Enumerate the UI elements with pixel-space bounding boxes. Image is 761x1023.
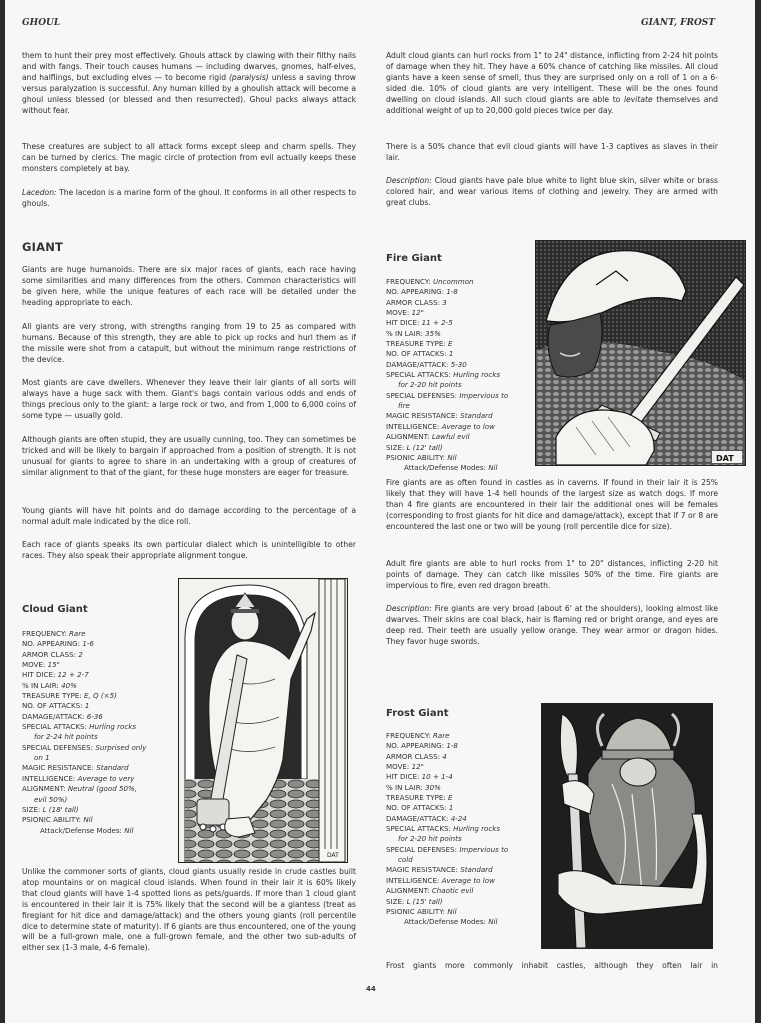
giant-paragraph-6: Each race of giants speaks its own particular dialect which is unintelligible to other races. They also speak their appropriate alignment tongue. bbox=[22, 540, 356, 560]
stat-row: % IN LAIR: 30% bbox=[386, 782, 441, 792]
stat-row: NO. APPEARING: 1-6 bbox=[22, 639, 94, 649]
fire-giant-lair-paragraph: Fire giants are as often found in castles as in caverns. If found in their lair it is 25% likely that they will have 1-4 hell hounds of the largest size as watch dogs. If more than 4 fire giants are encountered in their lair the additional ones will be females (corresponding to frost giants for hit dice and damage/attack), except that if 7 or 8 are encountered the last one or two will be young (roll percentile dice for size). bbox=[386, 478, 718, 531]
stat-row: Attack/Defense Modes: Nil bbox=[40, 825, 134, 835]
svg-text:DAT: DAT bbox=[716, 454, 734, 463]
stat-row: SPECIAL ATTACKS: Hurling rocks bbox=[22, 722, 137, 732]
giant-paragraph-1: Giants are huge humanoids. There are six major races of giants, each race having some similarities and many differences from the others. Common characteristics will be given here, while the unique features of each race will be detailed under the heading appropriate to each. bbox=[22, 265, 356, 307]
stat-row-continuation: for 2-20 hit points bbox=[398, 380, 462, 390]
giant-paragraph-5: Young giants will have hit points and do damage according to the percentage of a normal adult male indicated by the dice roll. bbox=[22, 506, 356, 526]
stat-row: TREASURE TYPE: E bbox=[386, 793, 453, 803]
stat-row: SPECIAL DEFENSES: Surprised only bbox=[22, 742, 147, 752]
cloud-giant-lair-paragraph: Unlike the commoner sorts of giants, cloud giants usually reside in crude castles built atop mountains or on magical cloud islands. When found in their lair it is 60% likely that cloud giants will have 1-4 spotted lions as pets/guards. If more than 1 cloud giant is encountered in their lair it is 75% likely that the second will be a giantess (treat as firegiant for hit dice and damage/attack) and the others young giants (roll percentile dice to determine state of maturity). If 6 giants are thus encountered, one of the young will be a full-grown male, one a full-grown female, and the other two sub-adults of either sex (1-3 male, 4-6 female). bbox=[22, 867, 356, 953]
stat-row: SPECIAL DEFENSES: Impervious to bbox=[386, 390, 509, 400]
stat-row: INTELLIGENCE: Average to very bbox=[22, 773, 135, 783]
stat-row: MAGIC RESISTANCE: Standard bbox=[386, 411, 493, 421]
fire-giant-stat-block bbox=[386, 277, 541, 474]
cloud-giant-captives-paragraph: There is a 50% chance that evil cloud giants will have 1-3 captives as slaves in their lair. bbox=[386, 142, 718, 162]
stat-row: ARMOR CLASS: 3 bbox=[386, 297, 447, 307]
stat-row: ALIGNMENT: Chaotic evil bbox=[386, 886, 474, 896]
stat-row: SPECIAL ATTACKS: Hurling rocks bbox=[386, 824, 501, 834]
cloud-giant-heading: Cloud Giant bbox=[22, 604, 88, 615]
stat-row: % IN LAIR: 40% bbox=[22, 680, 77, 690]
page-number: 44 bbox=[366, 985, 376, 993]
running-header-right: GIANT, FROST bbox=[641, 18, 715, 28]
stat-row: SPECIAL DEFENSES: Impervious to bbox=[386, 844, 509, 854]
stat-row: NO. OF ATTACKS: 1 bbox=[386, 349, 454, 359]
stat-row: HIT DICE: 12 + 2-7 bbox=[22, 670, 89, 680]
stat-row: HIT DICE: 11 + 2-5 bbox=[386, 318, 453, 328]
frost-giant-stat-block bbox=[386, 731, 541, 928]
ghoul-lacedon-paragraph: Lacedon: The lacedon is a marine form of the ghoul. It conforms in all other respects to ghouls. bbox=[22, 188, 356, 208]
stat-row: FREQUENCY: Rare bbox=[386, 731, 450, 740]
stat-row: SIZE: L (12' tall) bbox=[386, 442, 443, 452]
stat-row: NO. APPEARING: 1-8 bbox=[386, 287, 458, 297]
stat-row: MOVE: 12" bbox=[386, 762, 424, 772]
stat-row: SIZE: L (18' tall) bbox=[22, 804, 79, 814]
frost-giant-castles-paragraph: Frost giants more commonly inhabit castles, although they often lair in bbox=[386, 961, 718, 970]
stat-row: Attack/Defense Modes: Nil bbox=[404, 917, 498, 927]
stat-row: NO. OF ATTACKS: 1 bbox=[386, 803, 454, 813]
fire-giant-heading: Fire Giant bbox=[386, 253, 442, 264]
stat-row: ARMOR CLASS: 2 bbox=[22, 649, 83, 659]
stat-row: TREASURE TYPE: E, Q (×5) bbox=[22, 691, 117, 701]
stat-row-continuation: for 2-24 hit points bbox=[34, 732, 98, 742]
fire-giant-illustration bbox=[535, 240, 746, 466]
ghoul-paragraph-1: them to hunt their prey most effectively. Ghouls attack by clawing with their filthy nails and with fangs. Their touch causes humans — including dwarves, gnomes, half-elves, and halflings, but excluding elves — to become rigid (paralysis) unless a saving throw versus paralyzation is successful. Any human killed by a ghoulish attack will become a ghoul unless blessed (or blessed and then resurrected). Ghoul packs always attack without fear. bbox=[22, 51, 357, 115]
stat-row: MAGIC RESISTANCE: Standard bbox=[386, 865, 493, 875]
stat-row: NO. OF ATTACKS: 1 bbox=[22, 701, 90, 711]
stat-row: % IN LAIR: 35% bbox=[386, 328, 441, 338]
stat-row: MAGIC RESISTANCE: Standard bbox=[22, 763, 129, 773]
stat-row: INTELLIGENCE: Average to low bbox=[386, 421, 495, 431]
running-header-left: GHOUL bbox=[22, 18, 61, 28]
stat-row: PSIONIC ABILITY: Nil bbox=[22, 815, 93, 825]
cloud-giant-description: Description: Cloud giants have pale blue white to light blue skin, silver white or brass colored hair, and wear various items of clothing and jewelry. They are armed with great clubs. bbox=[386, 176, 718, 207]
stat-row: ALIGNMENT: Neutral (good 50%, bbox=[22, 784, 137, 794]
stat-row: PSIONIC ABILITY: Nil bbox=[386, 452, 457, 462]
cloud-giant-art-icon bbox=[179, 579, 347, 862]
frost-giant-heading: Frost Giant bbox=[386, 708, 449, 719]
stat-row-continuation: cold bbox=[398, 855, 413, 865]
document-page bbox=[5, 0, 755, 1023]
stat-row: ALIGNMENT: Lawful evil bbox=[386, 432, 470, 442]
stat-row: DAMAGE/ATTACK: 5-30 bbox=[386, 359, 467, 369]
stat-row-continuation: fire bbox=[398, 401, 410, 411]
giant-paragraph-3: Most giants are cave dwellers. Whenever they leave their lair giants of all sorts will always have a huge sack with them. Giant's bags contain various odds and ends of things precious only to the giant: a large rock or two, and from 1,000 to 6,000 coins of some type — usually gold. bbox=[22, 378, 356, 420]
cloud-giant-rocks-paragraph: Adult cloud giants can hurl rocks from 1" to 24" distance, inflicting from 2-24 hit points of damage when they hit. They have a 60% chance of catching like missiles. All cloud giants have a keen sense of smell, thus they are surprised only on a roll of 1 on a 6-sided die. 10% of cloud giants are very intelligent. These will be the ones found dwelling on cloud islands. All such cloud giants are able to levitate themselves and additional weight of up to 20,000 gold pieces twice per day. bbox=[386, 51, 718, 115]
giant-paragraph-2: All giants are very strong, with strengths ranging from 19 to 25 as compared with humans. Because of this strength, they are able to pick up rocks and hurl them as if the missile were shot from a catapult, but without the minimum range restrictions of the device. bbox=[22, 322, 356, 364]
cloud-giant-stat-block bbox=[22, 629, 182, 836]
stat-row: PSIONIC ABILITY: Nil bbox=[386, 906, 457, 916]
stat-row: INTELLIGENCE: Average to low bbox=[386, 875, 495, 885]
stat-row: DAMAGE/ATTACK: 6-36 bbox=[22, 711, 103, 721]
cloud-giant-illustration bbox=[178, 578, 348, 863]
stat-row-continuation: on 1 bbox=[34, 753, 50, 763]
fire-giant-description: Description: Fire giants are very broad (about 6' at the shoulders), looking almost like dwarves. Their skins are coal black, hair is flaming red or bright orange, and eyes are deep red. Their teeth are usually yellow orange. They wear armor or dragon hides. They favor huge swords. bbox=[386, 604, 718, 646]
stat-row: MOVE: 15" bbox=[22, 660, 60, 670]
giant-paragraph-4: Although giants are often stupid, they are usually cunning, too. They can sometimes be tricked and will be likely to bargain if approached from a position of strength. It is not unusual for giants to agree to share in an undertaking with a group of creatures of similar alignment to that of the giant, for these huge monsters are eager for treasure. bbox=[22, 435, 356, 477]
fire-giant-art-icon bbox=[536, 241, 745, 465]
frost-giant-art-icon bbox=[542, 704, 712, 948]
stat-row: FREQUENCY: Uncommon bbox=[386, 277, 474, 286]
stat-row-continuation: for 2-20 hit points bbox=[398, 834, 462, 844]
stat-row: ARMOR CLASS: 4 bbox=[386, 751, 447, 761]
stat-row: NO. APPEARING: 1-8 bbox=[386, 741, 458, 751]
fire-giant-rocks-paragraph: Adult fire giants are able to hurl rocks from 1" to 20" distances, inflicting 2-20 hit points of damage. They can catch like missiles 50% of the time. Fire giants are impervious to fire, even red dragon breath. bbox=[386, 559, 718, 590]
stat-row: TREASURE TYPE: E bbox=[386, 339, 453, 349]
ghoul-paragraph-2: These creatures are subject to all attack forms except sleep and charm spells. They can be turned by clerics. The magic circle of protection from evil actually keeps these monsters completely at bay. bbox=[22, 142, 356, 173]
stat-row: SIZE: L (15' tall) bbox=[386, 896, 443, 906]
stat-row: HIT DICE: 10 + 1-4 bbox=[386, 772, 453, 782]
frost-giant-illustration bbox=[541, 703, 713, 949]
giant-heading: GIANT bbox=[22, 240, 64, 254]
stat-row-continuation: evil 50%) bbox=[34, 794, 68, 804]
stat-row: FREQUENCY: Rare bbox=[22, 629, 86, 638]
stat-row: MOVE: 12" bbox=[386, 308, 424, 318]
stat-row: Attack/Defense Modes: Nil bbox=[404, 463, 498, 473]
stat-row: SPECIAL ATTACKS: Hurling rocks bbox=[386, 370, 501, 380]
scan-edge-right bbox=[755, 0, 761, 1023]
stat-row: DAMAGE/ATTACK: 4-24 bbox=[386, 813, 467, 823]
svg-text:DAT: DAT bbox=[327, 852, 339, 859]
